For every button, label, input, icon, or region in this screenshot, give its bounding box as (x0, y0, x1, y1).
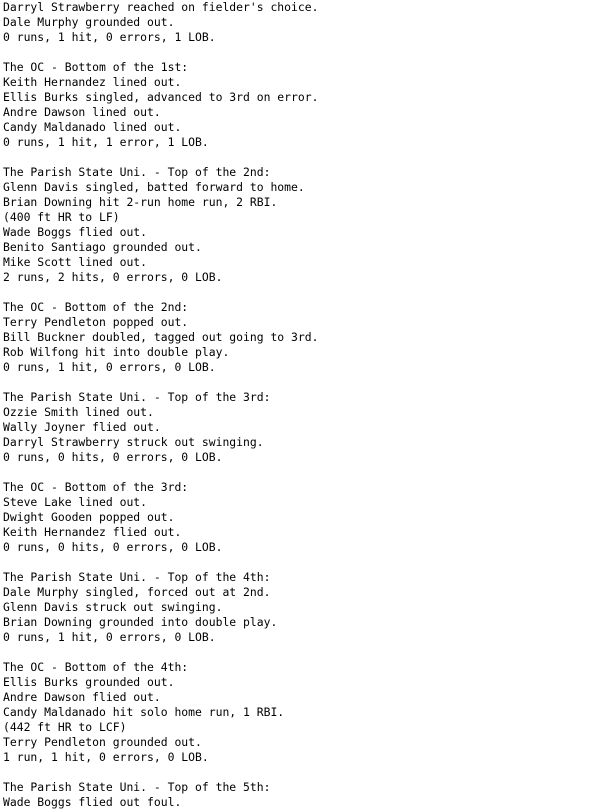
blank-line (3, 150, 318, 165)
inning-header: The Parish State Uni. - Top of the 3rd: (3, 390, 271, 404)
blank-line (3, 765, 318, 780)
inning-header: The OC - Bottom of the 2nd: (3, 300, 189, 314)
play-line: Steve Lake lined out. (3, 495, 148, 509)
play-line: Brian Downing grounded into double play. (3, 615, 278, 629)
play-line: Dale Murphy grounded out. (3, 15, 175, 29)
inning-summary: 0 runs, 1 hit, 0 errors, 0 LOB. (3, 630, 216, 644)
play-line: Mike Scott lined out. (3, 255, 148, 269)
inning-header: The OC - Bottom of the 3rd: (3, 480, 189, 494)
inning-header: The OC - Bottom of the 4th: (3, 660, 189, 674)
play-line: Ellis Burks singled, advanced to 3rd on error. (3, 90, 319, 104)
play-line: Ellis Burks grounded out. (3, 675, 175, 689)
inning-header: The OC - Bottom of the 1st: (3, 60, 189, 74)
play-line: Dale Murphy singled, forced out at 2nd. (3, 585, 271, 599)
play-line: Brian Downing hit 2-run home run, 2 RBI. (3, 195, 278, 209)
inning-summary: 0 runs, 0 hits, 0 errors, 0 LOB. (3, 450, 223, 464)
inning-summary: 0 runs, 1 hit, 0 errors, 1 LOB. (3, 30, 216, 44)
play-line: Darryl Strawberry struck out swinging. (3, 435, 264, 449)
blank-line (3, 45, 318, 60)
blank-line (3, 465, 318, 480)
inning-summary: 0 runs, 1 hit, 0 errors, 0 LOB. (3, 360, 216, 374)
play-line: Andre Dawson flied out. (3, 690, 161, 704)
play-line: Glenn Davis singled, batted forward to home. (3, 180, 305, 194)
play-line: Terry Pendleton grounded out. (3, 735, 202, 749)
play-line: Ozzie Smith lined out. (3, 405, 154, 419)
play-line: Keith Hernandez lined out. (3, 75, 182, 89)
blank-line (3, 555, 318, 570)
play-line: Keith Hernandez flied out. (3, 525, 182, 539)
play-line: Wade Boggs flied out. (3, 225, 148, 239)
blank-line (3, 285, 318, 300)
play-line: Glenn Davis struck out swinging. (3, 600, 223, 614)
inning-summary: 2 runs, 2 hits, 0 errors, 0 LOB. (3, 270, 223, 284)
play-line: Wade Boggs flied out foul. (3, 795, 182, 809)
inning-header: The Parish State Uni. - Top of the 5th: (3, 780, 271, 794)
play-line: Terry Pendleton popped out. (3, 315, 189, 329)
play-line: Darryl Strawberry reached on fielder's choice. (3, 0, 319, 14)
play-line: Bill Buckner doubled, tagged out going to 3rd. (3, 330, 319, 344)
play-line: (400 ft HR to LF) (3, 210, 120, 224)
blank-line (3, 645, 318, 660)
inning-summary: 0 runs, 1 hit, 1 error, 1 LOB. (3, 135, 209, 149)
play-line: Andre Dawson lined out. (3, 105, 161, 119)
inning-header: The Parish State Uni. - Top of the 2nd: (3, 165, 271, 179)
play-by-play-log (3, 0, 318, 810)
inning-summary: 0 runs, 0 hits, 0 errors, 0 LOB. (3, 540, 223, 554)
inning-summary: 1 run, 1 hit, 0 errors, 0 LOB. (3, 750, 209, 764)
play-line: (442 ft HR to LCF) (3, 720, 127, 734)
blank-line (3, 375, 318, 390)
play-line: Dwight Gooden popped out. (3, 510, 175, 524)
inning-header: The Parish State Uni. - Top of the 4th: (3, 570, 271, 584)
play-line: Candy Maldanado lined out. (3, 120, 182, 134)
play-line: Benito Santiago grounded out. (3, 240, 202, 254)
play-line: Rob Wilfong hit into double play. (3, 345, 230, 359)
play-line: Candy Maldanado hit solo home run, 1 RBI. (3, 705, 285, 719)
play-line: Wally Joyner flied out. (3, 420, 161, 434)
